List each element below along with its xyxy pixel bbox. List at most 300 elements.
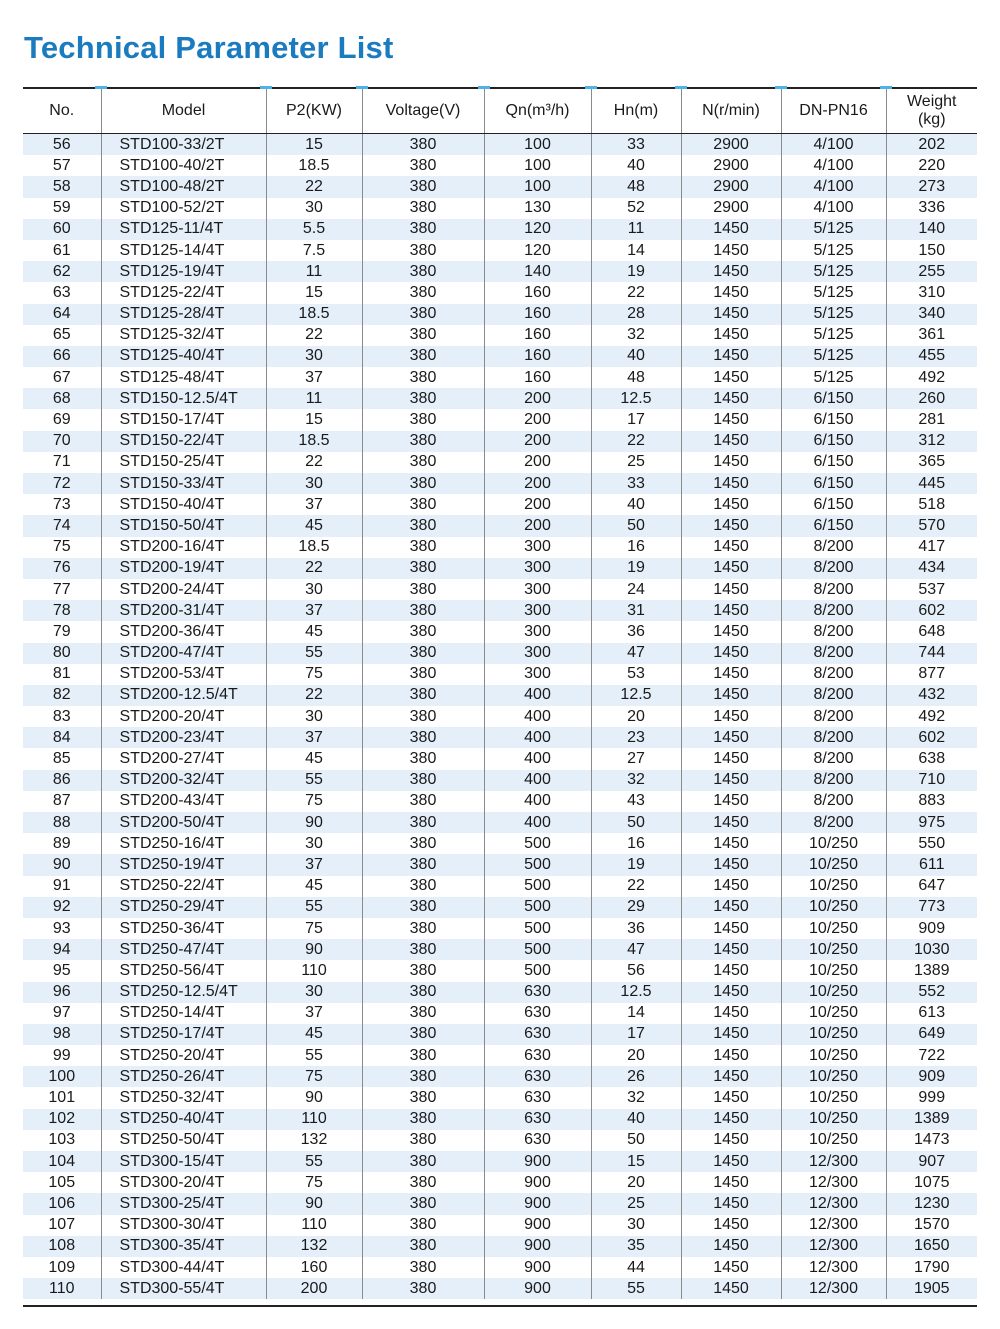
cell-hn: 40 — [591, 1109, 681, 1130]
cell-model: STD250-32/4T — [101, 1087, 266, 1108]
cell-model: STD150-17/4T — [101, 409, 266, 430]
cell-weight: 570 — [886, 515, 977, 536]
cell-dn: 8/200 — [781, 685, 886, 706]
cell-dn: 8/200 — [781, 812, 886, 833]
cell-p2: 18.5 — [266, 431, 362, 452]
cell-dn: 5/125 — [781, 261, 886, 282]
cell-dn: 10/250 — [781, 960, 886, 981]
cell-dn: 4/100 — [781, 198, 886, 219]
cell-p2: 30 — [266, 982, 362, 1003]
cell-n: 1450 — [681, 621, 781, 642]
cell-dn: 10/250 — [781, 1109, 886, 1130]
cell-n: 2900 — [681, 198, 781, 219]
cell-qn: 500 — [484, 854, 591, 875]
cell-n: 1450 — [681, 1172, 781, 1193]
cell-weight: 552 — [886, 982, 977, 1003]
cell-weight: 710 — [886, 770, 977, 791]
column-header-qn: Qn(m³/h) — [484, 89, 591, 134]
cell-voltage: 380 — [362, 685, 484, 706]
cell-qn: 900 — [484, 1172, 591, 1193]
cell-hn: 17 — [591, 1024, 681, 1045]
cell-no: 86 — [23, 770, 101, 791]
cell-qn: 630 — [484, 1003, 591, 1024]
cell-voltage: 380 — [362, 643, 484, 664]
parameter-table — [23, 89, 977, 1299]
cell-p2: 55 — [266, 1045, 362, 1066]
cell-model: STD250-26/4T — [101, 1066, 266, 1087]
cell-p2: 200 — [266, 1278, 362, 1299]
cell-model: STD300-25/4T — [101, 1193, 266, 1214]
cell-qn: 500 — [484, 939, 591, 960]
cell-n: 1450 — [681, 1151, 781, 1172]
cell-qn: 400 — [484, 706, 591, 727]
cell-no: 69 — [23, 409, 101, 430]
table-row — [23, 515, 977, 536]
table-row — [23, 261, 977, 282]
table-bottom-rule — [23, 1305, 977, 1307]
cell-weight: 281 — [886, 409, 977, 430]
cell-no: 78 — [23, 600, 101, 621]
cell-hn: 33 — [591, 134, 681, 156]
cell-dn: 5/125 — [781, 304, 886, 325]
cell-p2: 45 — [266, 1024, 362, 1045]
table-row — [23, 1193, 977, 1214]
cell-qn: 200 — [484, 409, 591, 430]
cell-no: 108 — [23, 1236, 101, 1257]
cell-p2: 90 — [266, 1087, 362, 1108]
cell-no: 83 — [23, 706, 101, 727]
cell-model: STD200-12.5/4T — [101, 685, 266, 706]
table-row — [23, 621, 977, 642]
cell-no: 60 — [23, 219, 101, 240]
table-row — [23, 706, 977, 727]
table-row — [23, 304, 977, 325]
cell-n: 1450 — [681, 600, 781, 621]
cell-voltage: 380 — [362, 833, 484, 854]
cell-voltage: 380 — [362, 770, 484, 791]
cell-qn: 300 — [484, 664, 591, 685]
cell-p2: 55 — [266, 897, 362, 918]
cell-weight: 340 — [886, 304, 977, 325]
cell-weight: 611 — [886, 854, 977, 875]
cell-model: STD250-36/4T — [101, 918, 266, 939]
cell-voltage: 380 — [362, 1151, 484, 1172]
cell-n: 1450 — [681, 240, 781, 261]
cell-p2: 110 — [266, 960, 362, 981]
cell-p2: 30 — [266, 346, 362, 367]
cell-hn: 50 — [591, 515, 681, 536]
cell-no: 95 — [23, 960, 101, 981]
table-row — [23, 1109, 977, 1130]
cell-model: STD250-14/4T — [101, 1003, 266, 1024]
cell-qn: 300 — [484, 621, 591, 642]
cell-n: 1450 — [681, 1045, 781, 1066]
cell-model: STD100-40/2T — [101, 155, 266, 176]
cell-n: 1450 — [681, 1278, 781, 1299]
cell-model: STD300-15/4T — [101, 1151, 266, 1172]
cell-weight: 975 — [886, 812, 977, 833]
table-row — [23, 1172, 977, 1193]
cell-hn: 22 — [591, 876, 681, 897]
cell-qn: 900 — [484, 1278, 591, 1299]
cell-n: 1450 — [681, 558, 781, 579]
cell-hn: 33 — [591, 473, 681, 494]
cell-weight: 260 — [886, 388, 977, 409]
cell-hn: 15 — [591, 1151, 681, 1172]
cell-voltage: 380 — [362, 558, 484, 579]
cell-weight: 273 — [886, 176, 977, 197]
cell-p2: 37 — [266, 367, 362, 388]
cell-qn: 200 — [484, 431, 591, 452]
cell-weight: 602 — [886, 727, 977, 748]
column-header-model: Model — [101, 89, 266, 134]
cell-qn: 400 — [484, 770, 591, 791]
cell-no: 84 — [23, 727, 101, 748]
cell-no: 97 — [23, 1003, 101, 1024]
cell-model: STD100-48/2T — [101, 176, 266, 197]
cell-qn: 160 — [484, 367, 591, 388]
cell-hn: 24 — [591, 579, 681, 600]
cell-weight: 1473 — [886, 1130, 977, 1151]
cell-model: STD150-12.5/4T — [101, 388, 266, 409]
cell-n: 1450 — [681, 812, 781, 833]
cell-p2: 11 — [266, 261, 362, 282]
cell-voltage: 380 — [362, 939, 484, 960]
cell-voltage: 380 — [362, 664, 484, 685]
cell-hn: 19 — [591, 558, 681, 579]
cell-p2: 22 — [266, 452, 362, 473]
cell-n: 1450 — [681, 537, 781, 558]
cell-hn: 23 — [591, 727, 681, 748]
cell-qn: 100 — [484, 134, 591, 156]
cell-dn: 8/200 — [781, 727, 886, 748]
cell-dn: 8/200 — [781, 537, 886, 558]
table-row — [23, 1151, 977, 1172]
cell-model: STD125-11/4T — [101, 219, 266, 240]
cell-model: STD200-27/4T — [101, 748, 266, 769]
cell-model: STD250-22/4T — [101, 876, 266, 897]
cell-voltage: 380 — [362, 134, 484, 156]
table-row — [23, 876, 977, 897]
cell-voltage: 380 — [362, 1278, 484, 1299]
cell-weight: 445 — [886, 473, 977, 494]
cell-weight: 1650 — [886, 1236, 977, 1257]
cell-no: 68 — [23, 388, 101, 409]
cell-dn: 12/300 — [781, 1257, 886, 1278]
cell-dn: 10/250 — [781, 1087, 886, 1108]
cell-dn: 5/125 — [781, 325, 886, 346]
cell-qn: 630 — [484, 1087, 591, 1108]
cell-dn: 6/150 — [781, 494, 886, 515]
table-row — [23, 176, 977, 197]
cell-no: 57 — [23, 155, 101, 176]
cell-p2: 30 — [266, 473, 362, 494]
table-row — [23, 791, 977, 812]
cell-qn: 500 — [484, 918, 591, 939]
cell-n: 1450 — [681, 748, 781, 769]
cell-no: 66 — [23, 346, 101, 367]
cell-dn: 6/150 — [781, 452, 886, 473]
table-row — [23, 134, 977, 156]
cell-weight: 336 — [886, 198, 977, 219]
table-row — [23, 748, 977, 769]
cell-p2: 160 — [266, 1257, 362, 1278]
cell-model: STD250-40/4T — [101, 1109, 266, 1130]
column-header-weight — [886, 89, 977, 134]
cell-weight: 202 — [886, 134, 977, 156]
cell-n: 1450 — [681, 854, 781, 875]
cell-hn: 29 — [591, 897, 681, 918]
cell-no: 100 — [23, 1066, 101, 1087]
cell-model: STD150-33/4T — [101, 473, 266, 494]
cell-model: STD200-47/4T — [101, 643, 266, 664]
cell-qn: 500 — [484, 897, 591, 918]
cell-no: 59 — [23, 198, 101, 219]
cell-voltage: 380 — [362, 960, 484, 981]
cell-p2: 90 — [266, 812, 362, 833]
cell-qn: 630 — [484, 982, 591, 1003]
cell-model: STD125-22/4T — [101, 282, 266, 303]
cell-p2: 45 — [266, 876, 362, 897]
cell-no: 92 — [23, 897, 101, 918]
cell-weight: 909 — [886, 1066, 977, 1087]
cell-dn: 12/300 — [781, 1151, 886, 1172]
cell-hn: 12.5 — [591, 685, 681, 706]
cell-n: 1450 — [681, 261, 781, 282]
column-header-weight-unit: (kg) — [917, 111, 946, 128]
cell-no: 96 — [23, 982, 101, 1003]
table-row — [23, 367, 977, 388]
cell-dn: 10/250 — [781, 876, 886, 897]
cell-dn: 12/300 — [781, 1193, 886, 1214]
cell-qn: 630 — [484, 1045, 591, 1066]
cell-model: STD250-20/4T — [101, 1045, 266, 1066]
table-row — [23, 1087, 977, 1108]
cell-dn: 5/125 — [781, 240, 886, 261]
cell-weight: 883 — [886, 791, 977, 812]
cell-weight: 518 — [886, 494, 977, 515]
cell-model: STD125-48/4T — [101, 367, 266, 388]
cell-qn: 900 — [484, 1215, 591, 1236]
cell-p2: 22 — [266, 558, 362, 579]
cell-p2: 75 — [266, 791, 362, 812]
cell-no: 70 — [23, 431, 101, 452]
cell-weight: 1905 — [886, 1278, 977, 1299]
cell-dn: 6/150 — [781, 431, 886, 452]
cell-weight: 310 — [886, 282, 977, 303]
cell-p2: 30 — [266, 706, 362, 727]
cell-model: STD125-32/4T — [101, 325, 266, 346]
cell-p2: 110 — [266, 1109, 362, 1130]
cell-weight: 1389 — [886, 1109, 977, 1130]
cell-n: 1450 — [681, 727, 781, 748]
cell-p2: 45 — [266, 515, 362, 536]
cell-weight: 999 — [886, 1087, 977, 1108]
cell-n: 1450 — [681, 770, 781, 791]
cell-qn: 400 — [484, 812, 591, 833]
cell-p2: 75 — [266, 664, 362, 685]
cell-qn: 900 — [484, 1193, 591, 1214]
cell-no: 80 — [23, 643, 101, 664]
cell-no: 65 — [23, 325, 101, 346]
cell-dn: 8/200 — [781, 600, 886, 621]
cell-voltage: 380 — [362, 388, 484, 409]
cell-qn: 500 — [484, 876, 591, 897]
cell-voltage: 380 — [362, 812, 484, 833]
cell-hn: 11 — [591, 219, 681, 240]
cell-p2: 132 — [266, 1130, 362, 1151]
cell-qn: 200 — [484, 494, 591, 515]
cell-weight: 877 — [886, 664, 977, 685]
cell-model: STD150-25/4T — [101, 452, 266, 473]
cell-qn: 400 — [484, 748, 591, 769]
cell-qn: 160 — [484, 304, 591, 325]
cell-hn: 47 — [591, 643, 681, 664]
cell-weight: 312 — [886, 431, 977, 452]
column-header-dn: DN-PN16 — [781, 89, 886, 134]
cell-n: 1450 — [681, 664, 781, 685]
cell-voltage: 380 — [362, 1003, 484, 1024]
cell-voltage: 380 — [362, 494, 484, 515]
table-row — [23, 833, 977, 854]
cell-qn: 300 — [484, 579, 591, 600]
cell-hn: 12.5 — [591, 388, 681, 409]
cell-no: 56 — [23, 134, 101, 156]
cell-qn: 900 — [484, 1151, 591, 1172]
cell-weight: 492 — [886, 367, 977, 388]
cell-no: 91 — [23, 876, 101, 897]
cell-p2: 37 — [266, 494, 362, 515]
cell-dn: 10/250 — [781, 897, 886, 918]
cell-dn: 10/250 — [781, 982, 886, 1003]
cell-hn: 14 — [591, 1003, 681, 1024]
cell-no: 81 — [23, 664, 101, 685]
cell-model: STD250-47/4T — [101, 939, 266, 960]
cell-dn: 5/125 — [781, 346, 886, 367]
cell-n: 1450 — [681, 1257, 781, 1278]
page-title: Technical Parameter List — [24, 30, 394, 65]
cell-n: 1450 — [681, 431, 781, 452]
cell-voltage: 380 — [362, 600, 484, 621]
table-row — [23, 409, 977, 430]
cell-no: 73 — [23, 494, 101, 515]
cell-dn: 8/200 — [781, 579, 886, 600]
cell-p2: 90 — [266, 1193, 362, 1214]
cell-hn: 52 — [591, 198, 681, 219]
cell-model: STD125-14/4T — [101, 240, 266, 261]
table-row — [23, 960, 977, 981]
cell-weight: 417 — [886, 537, 977, 558]
cell-voltage: 380 — [362, 1045, 484, 1066]
cell-n: 2900 — [681, 155, 781, 176]
cell-no: 103 — [23, 1130, 101, 1151]
cell-hn: 22 — [591, 282, 681, 303]
cell-p2: 18.5 — [266, 537, 362, 558]
cell-model: STD250-29/4T — [101, 897, 266, 918]
cell-dn: 10/250 — [781, 1045, 886, 1066]
cell-hn: 20 — [591, 706, 681, 727]
cell-weight: 649 — [886, 1024, 977, 1045]
cell-model: STD250-19/4T — [101, 854, 266, 875]
cell-hn: 31 — [591, 600, 681, 621]
cell-no: 98 — [23, 1024, 101, 1045]
cell-dn: 4/100 — [781, 155, 886, 176]
cell-p2: 110 — [266, 1215, 362, 1236]
cell-voltage: 380 — [362, 748, 484, 769]
table-row — [23, 388, 977, 409]
table-row — [23, 897, 977, 918]
cell-weight: 1075 — [886, 1172, 977, 1193]
cell-no: 72 — [23, 473, 101, 494]
cell-p2: 15 — [266, 134, 362, 156]
cell-weight: 773 — [886, 897, 977, 918]
table-row — [23, 198, 977, 219]
cell-voltage: 380 — [362, 198, 484, 219]
cell-model: STD200-53/4T — [101, 664, 266, 685]
cell-no: 67 — [23, 367, 101, 388]
table-row — [23, 431, 977, 452]
table-row — [23, 664, 977, 685]
cell-n: 1450 — [681, 1087, 781, 1108]
cell-voltage: 380 — [362, 1109, 484, 1130]
cell-n: 1450 — [681, 579, 781, 600]
cell-weight: 550 — [886, 833, 977, 854]
cell-hn: 30 — [591, 1215, 681, 1236]
cell-model: STD200-23/4T — [101, 727, 266, 748]
cell-hn: 40 — [591, 346, 681, 367]
cell-voltage: 380 — [362, 409, 484, 430]
cell-dn: 8/200 — [781, 643, 886, 664]
cell-dn: 6/150 — [781, 473, 886, 494]
cell-n: 1450 — [681, 1193, 781, 1214]
cell-no: 104 — [23, 1151, 101, 1172]
table-row — [23, 1003, 977, 1024]
cell-model: STD250-16/4T — [101, 833, 266, 854]
cell-qn: 900 — [484, 1257, 591, 1278]
cell-n: 1450 — [681, 515, 781, 536]
cell-p2: 55 — [266, 1151, 362, 1172]
cell-weight: 492 — [886, 706, 977, 727]
cell-weight: 365 — [886, 452, 977, 473]
cell-model: STD125-19/4T — [101, 261, 266, 282]
cell-weight: 602 — [886, 600, 977, 621]
cell-weight: 744 — [886, 643, 977, 664]
cell-no: 93 — [23, 918, 101, 939]
cell-no: 71 — [23, 452, 101, 473]
cell-hn: 55 — [591, 1278, 681, 1299]
cell-qn: 200 — [484, 452, 591, 473]
cell-p2: 132 — [266, 1236, 362, 1257]
cell-no: 64 — [23, 304, 101, 325]
cell-n: 2900 — [681, 134, 781, 156]
cell-hn: 14 — [591, 240, 681, 261]
cell-weight: 150 — [886, 240, 977, 261]
cell-model: STD250-12.5/4T — [101, 982, 266, 1003]
cell-voltage: 380 — [362, 515, 484, 536]
cell-qn: 630 — [484, 1109, 591, 1130]
cell-dn: 12/300 — [781, 1215, 886, 1236]
cell-p2: 18.5 — [266, 155, 362, 176]
table-row — [23, 282, 977, 303]
table-row — [23, 473, 977, 494]
cell-model: STD200-20/4T — [101, 706, 266, 727]
cell-qn: 100 — [484, 155, 591, 176]
cell-n: 1450 — [681, 304, 781, 325]
cell-model: STD250-50/4T — [101, 1130, 266, 1151]
cell-voltage: 380 — [362, 155, 484, 176]
cell-p2: 37 — [266, 600, 362, 621]
cell-n: 2900 — [681, 176, 781, 197]
